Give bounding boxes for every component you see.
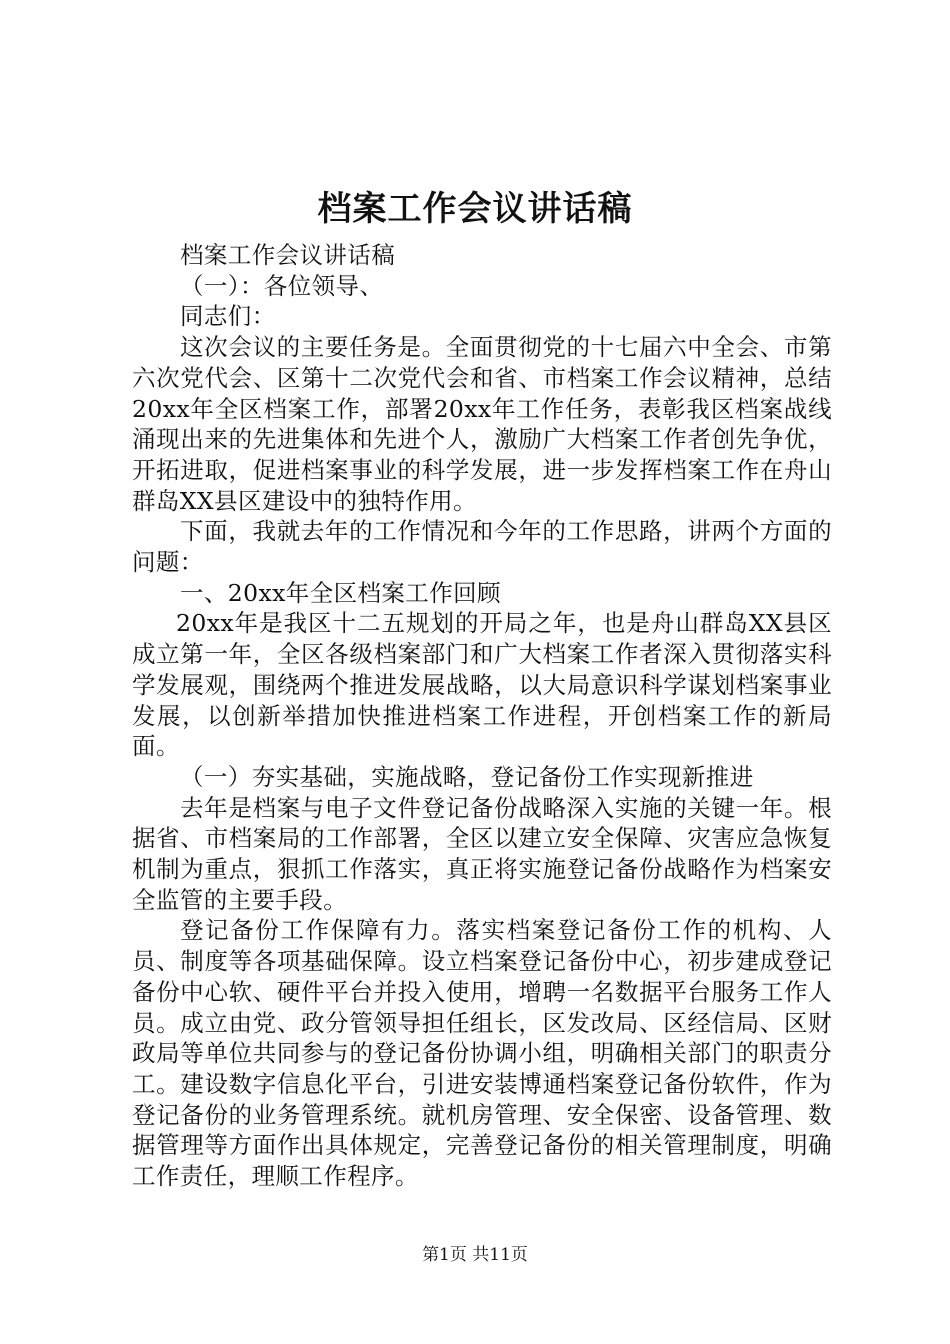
- subsection-heading: （一）夯实基础，实施战略，登记备份工作实现新推进: [180, 762, 754, 791]
- paragraph-body: 去年是档案与电子文件登记备份战略深入实施的关键一年。根据省、市档案局的工作部署，全区以建立安全保障、灾害应急恢复机制为重点，狠抓工作落实，真正将实施登记备份战略作为档案安全监管的主要手段。: [132, 793, 832, 914]
- paragraph-salutation-1: （一）：各位领导、: [180, 271, 384, 300]
- paragraph-body: 20xx年是我区十二五规划的开局之年，也是舟山群岛XX县区成立第一年，全区各级档案部门和广大档案工作者深入贯彻落实科学发展观，围绕两个推进发展战略，以大局意识科学谋划档案事业发展，以创新举措加快推进档案工作进程，开创档案工作的新局面。: [132, 609, 832, 761]
- document-body: [132, 240, 832, 1192]
- document-title: 档案工作会议讲话稿: [317, 189, 633, 229]
- paragraph-subtitle: 档案工作会议讲话稿: [180, 241, 396, 269]
- section-heading: 一、20xx年全区档案工作回顾: [180, 578, 501, 607]
- paragraph-body: 这次会议的主要任务是。全面贯彻党的十七届六中全会、市第六次党代会、区第十二次党代会和省、市档案工作会议精神，总结20xx年全区档案工作，部署20xx年工作任务，表彰我区档案战线涌现出来的先进集体和先进个人，激励广大档案工作者创先争优，开拓进取，促进档案事业的科学发展，进一步发挥档案工作在舟山群岛XX县区建设中的独特作用。: [132, 333, 832, 515]
- paragraph-body: 下面，我就去年的工作情况和今年的工作思路，讲两个方面的问题：: [132, 517, 832, 577]
- paragraph-body: 登记备份工作保障有力。落实档案登记备份工作的机构、人员、制度等各项基础保障。设立档案登记备份中心，初步建成登记备份中心软、硬件平台并投入使用，增聘一名数据平台服务工作人员。成立由党、政分管领导担任组长，区发改局、区经信局、区财政局等单位共同参与的登记备份协调小组，明确相关部门的职责分工。建设数字信息化平台，引进安装博通档案登记备份软件，作为登记备份的业务管理系统。就机房管理、安全保密、设备管理、数据管理等方面作出具体规定，完善登记备份的相关管理制度，明确工作责任，理顺工作程序。: [132, 916, 832, 1191]
- paragraph-salutation-2: 同志们：: [180, 302, 276, 331]
- page-footer: 第1页 共11页: [422, 1245, 528, 1265]
